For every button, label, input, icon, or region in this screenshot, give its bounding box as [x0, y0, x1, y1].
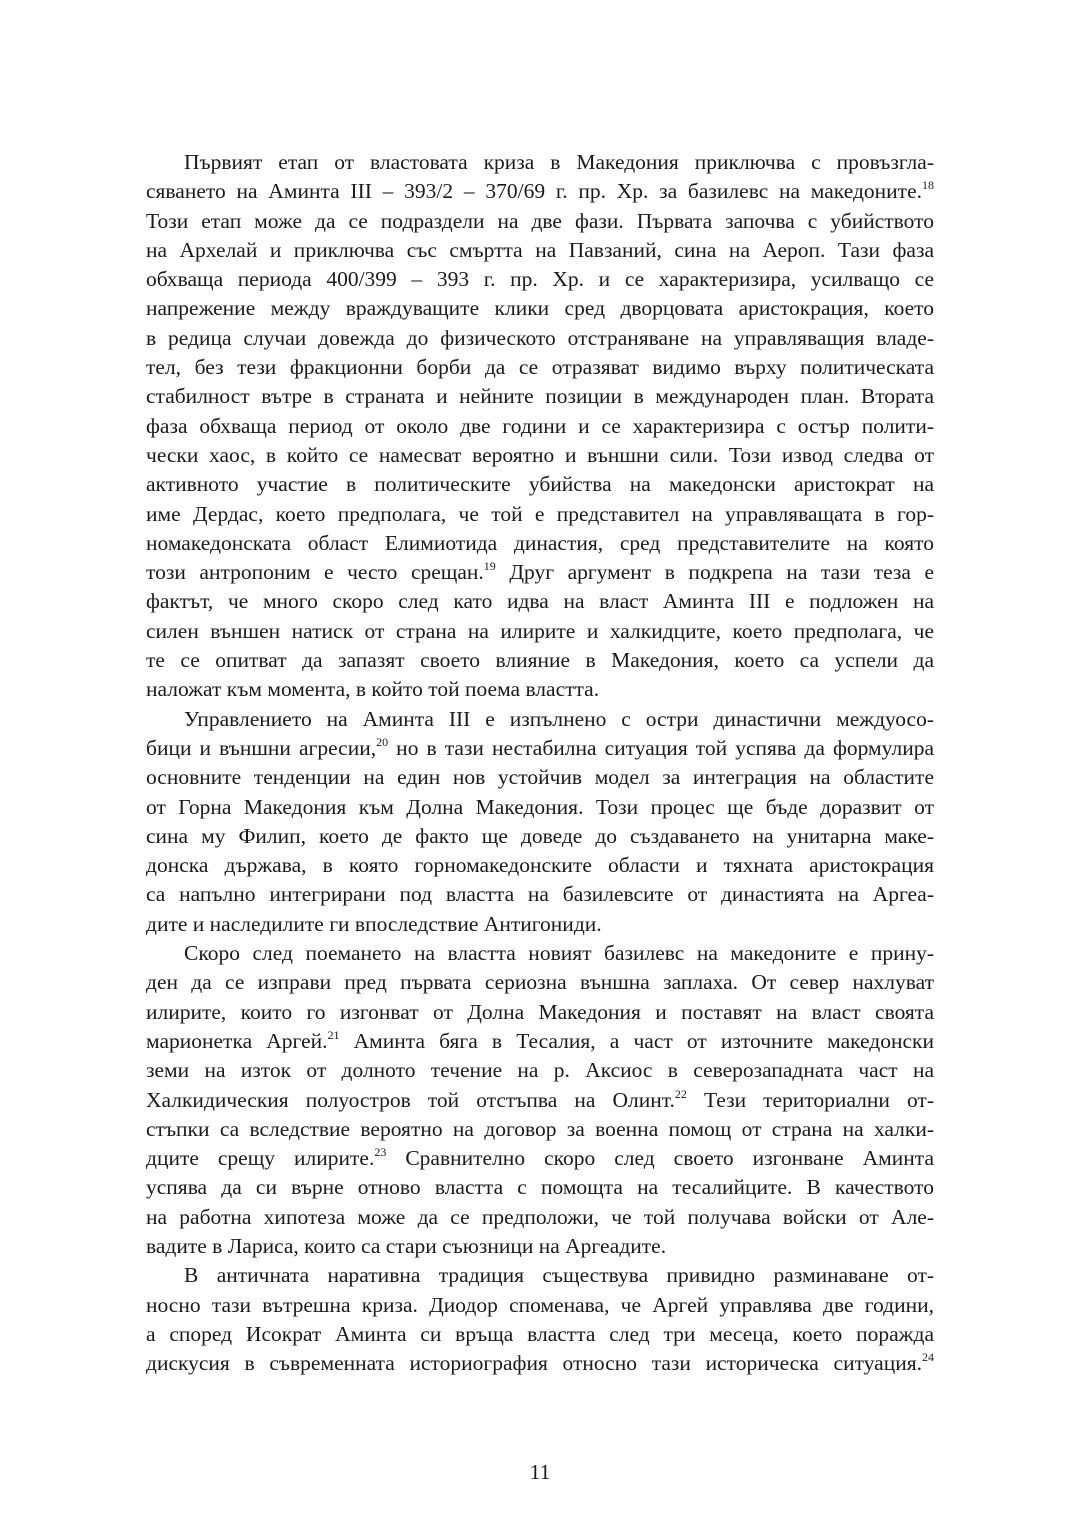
text-line [146, 1027, 934, 1056]
text-line [146, 353, 934, 382]
line-text: Аминта бяга в Тесалия, а част от източните македонски [339, 1028, 934, 1053]
text-line [146, 558, 934, 587]
line-text: силен външен натиск от страна на илирите и халкидците, което предполага, че [146, 618, 934, 643]
text-line [146, 1144, 934, 1173]
line-text: но в тази нестабилна ситуация той успява да формулира [388, 735, 934, 760]
text-line [146, 822, 934, 851]
text-line [146, 675, 934, 704]
text-line [146, 1086, 934, 1115]
text-line [146, 1115, 934, 1144]
footnote-reference[interactable]: 20 [376, 734, 389, 749]
text-line [146, 1261, 934, 1290]
line-text: сяването на Аминта III – 393/2 – 370/69 г. пр. Хр. за базилевс на македоните. [146, 179, 922, 204]
line-text: на Архелай и приключва със смъртта на Павзаний, сина на Аероп. Тази фаза [146, 237, 934, 262]
paragraph [146, 148, 934, 705]
page-number: 11 [529, 1460, 551, 1484]
text-line [146, 529, 934, 558]
text-line [146, 1056, 934, 1085]
text-line [146, 880, 934, 909]
line-text: Управлението на Аминта III е изпълнено с остри династични междуосо- [184, 706, 934, 731]
text-line [146, 617, 934, 646]
line-text: стъпки са вследствие вероятно на договор за военна помощ от страна на халки- [146, 1116, 934, 1141]
text-line [146, 587, 934, 616]
line-text: напрежение между враждуващите клики сред дворцовата аристокрация, което [146, 296, 934, 321]
footnote-reference[interactable]: 23 [374, 1145, 387, 1160]
line-text: дискусия в съвременната историография относно тази историческа ситуация. [146, 1351, 922, 1376]
line-text: фаза обхваща период от около две години и се характеризира с остър полити- [146, 413, 934, 438]
line-text: а според Исократ Аминта си връща властта след три месеца, което поражда [146, 1321, 934, 1346]
line-text: Друг аргумент в подкрепа на тази теза е [495, 560, 934, 585]
text-line [146, 793, 934, 822]
text-line [146, 470, 934, 499]
line-text: илирите, които го изгонват от Долна Македония и поставят на власт своята [146, 999, 934, 1024]
line-text: вадите в Лариса, които са стари съюзници на Аргеадите. [146, 1233, 667, 1258]
line-text: в редица случаи довежда до физическото отстраняване на управляващия владе- [146, 325, 934, 350]
line-text: Този етап може да се подраздели на две фази. Първата започва с убийството [146, 208, 934, 233]
line-text: В античната наративна традиция съществува привидно разминаване от- [184, 1263, 934, 1288]
line-text: тел, без тези фракционни борби да се отразяват видимо върху политическата [146, 355, 934, 380]
text-line [146, 294, 934, 323]
line-text: дите и наследилите ги впоследствие Антигониди. [146, 911, 602, 936]
line-text: те се опитват да запазят своето влияние в Македония, което са успели да [146, 648, 934, 673]
line-text: сина му Филип, което де факто ще доведе до създаването на унитарна маке- [146, 823, 934, 848]
text-line [146, 939, 934, 968]
text-line [146, 705, 934, 734]
text-line [146, 441, 934, 470]
line-text: този антропоним е често срещан. [146, 560, 484, 585]
paragraph [146, 1261, 934, 1378]
line-text: основните тенденции на един нов устойчив модел за интеграция на областите [146, 765, 934, 790]
line-text: Първият етап от властовата криза в Македония приключва с провъзгла- [184, 150, 934, 174]
text-line [146, 1173, 934, 1202]
line-text: име Дердас, което предполага, че той е представител на управляващата в гор- [146, 501, 934, 526]
text-line [146, 1203, 934, 1232]
line-text: Тези териториални от- [686, 1087, 934, 1112]
line-text: марионетка Аргей. [146, 1028, 328, 1053]
text-line [146, 968, 934, 997]
line-text: бици и външни агресии, [146, 735, 377, 760]
text-line [146, 500, 934, 529]
line-text: номакедонската област Елимиотида династия, сред представителите на която [146, 530, 934, 555]
text-line [146, 207, 934, 236]
paragraph [146, 939, 934, 1261]
text-line [146, 851, 934, 880]
text-line [146, 763, 934, 792]
text-line [146, 646, 934, 675]
text-line [146, 412, 934, 441]
line-text: ден да се изправи пред първата сериозна външна заплаха. От север нахлуват [146, 970, 934, 995]
footnote-reference[interactable]: 21 [327, 1027, 340, 1042]
text-line [146, 1320, 934, 1349]
text-line [146, 998, 934, 1027]
paragraph [146, 705, 934, 939]
text-line [146, 382, 934, 411]
footnote-reference[interactable]: 19 [483, 559, 496, 574]
text-line [146, 236, 934, 265]
line-text: успява да си върне отново властта с помощта на тесалийците. В качеството [146, 1175, 934, 1200]
text-line [146, 1349, 934, 1378]
text-line [146, 148, 934, 177]
line-text: донска държава, в която горномакедонските области и тяхната аристокрация [146, 853, 934, 878]
line-text: стабилност вътре в страната и нейните позиции в международен план. Втората [146, 384, 934, 409]
line-text: Скоро след поемането на властта новият базилевс на македоните е прину- [184, 941, 934, 966]
text-line [146, 1291, 934, 1320]
text-line [146, 324, 934, 353]
text-line [146, 177, 934, 206]
footnote-reference[interactable]: 18 [922, 178, 934, 193]
text-line [146, 265, 934, 294]
line-text: Халкидическия полуостров той отстъпва на Олинт. [146, 1087, 675, 1112]
line-text: чески хаос, в който се намесват вероятно и външни сили. Този извод следва от [146, 442, 934, 467]
document-body [146, 148, 934, 1378]
footnote-reference[interactable]: 22 [674, 1086, 687, 1101]
line-text: Сравнително скоро след своето изгонване Аминта [386, 1146, 934, 1171]
text-line [146, 1232, 934, 1261]
line-text: дците срещу илирите. [146, 1146, 375, 1171]
line-text: обхваща периода 400/399 – 393 г. пр. Хр. и се характеризира, усилващо се [146, 267, 934, 292]
line-text: земи на изток от долното течение на р. Аксиос в северозападната част на [146, 1058, 934, 1083]
text-line [146, 910, 934, 939]
line-text: фактът, че много скоро след като идва на власт Аминта III е подложен на [146, 589, 934, 614]
line-text: наложат към момента, в който той поема властта. [146, 677, 600, 702]
text-line [146, 734, 934, 763]
line-text: активното участие в политическите убийства на македонски аристократ на [146, 472, 934, 497]
footnote-reference[interactable]: 24 [922, 1350, 934, 1365]
line-text: от Горна Македония към Долна Македония. Този процес ще бъде доразвит от [146, 794, 934, 819]
line-text: са напълно интегрирани под властта на базилевсите от династията на Аргеа- [146, 882, 934, 907]
line-text: носно тази вътрешна криза. Диодор споменава, че Аргей управлява две години, [146, 1292, 934, 1317]
line-text: на работна хипотеза може да се предположи, че той получава войски от Але- [146, 1204, 934, 1229]
